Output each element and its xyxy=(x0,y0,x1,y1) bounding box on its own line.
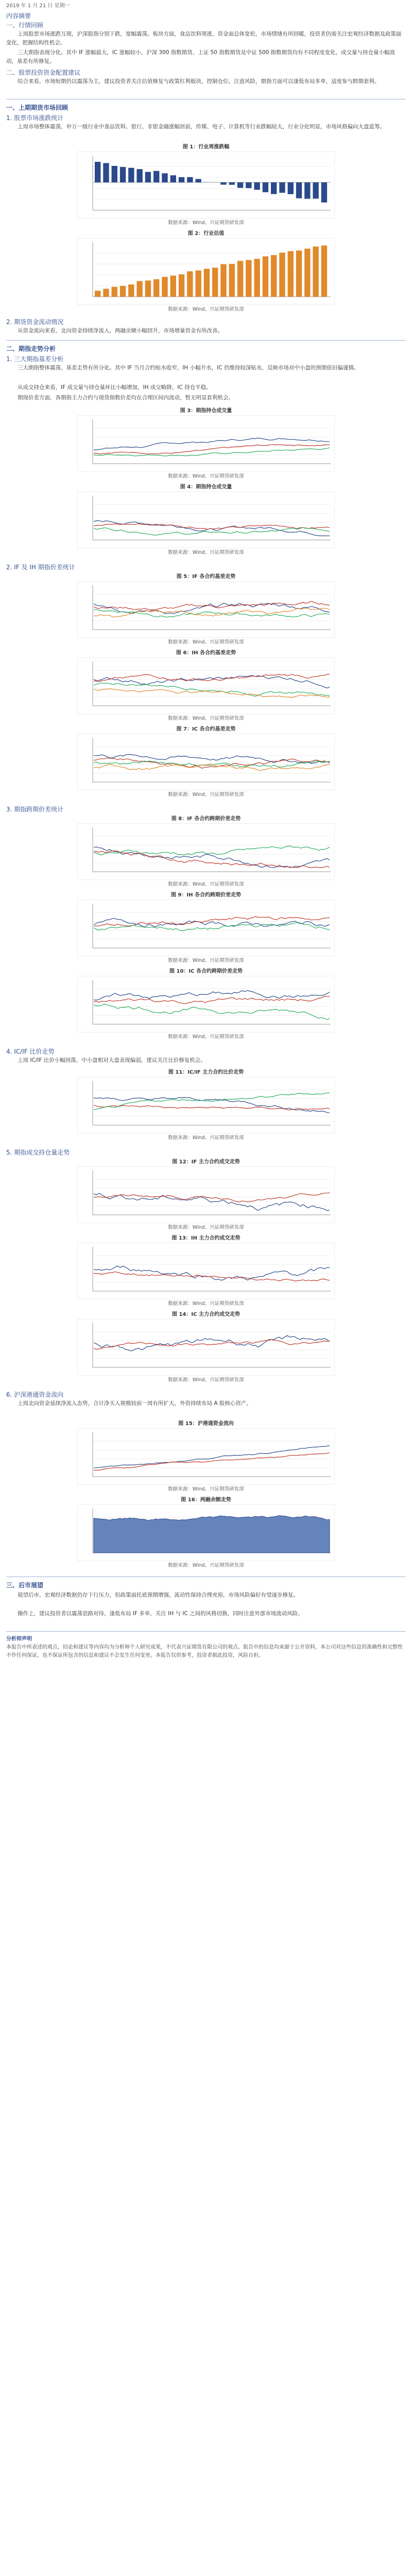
section-1-sub-1: 1. 股票市场涨跌统计 xyxy=(6,114,64,122)
figure-5-source: 数据来源：Wind、兴证期货研发部 xyxy=(168,639,244,645)
figure-1-title: 图 1：行业周涨跌幅 xyxy=(182,144,230,150)
figure-12 xyxy=(77,1166,335,1223)
figure-4-chart xyxy=(77,492,335,548)
bar xyxy=(288,251,294,297)
figure-11-chart xyxy=(77,1077,335,1133)
figure-13-chart xyxy=(77,1243,335,1299)
figure-1 xyxy=(77,151,335,218)
bar xyxy=(246,260,251,297)
section-1-para-1: 上周市场整体震荡，申万一级行业中食品饮料、银行、非银金融涨幅居前，传媒、电子、计算机等行业跌幅较大，行业分化明显，市场风格偏向大盘蓝筹。 xyxy=(18,124,385,130)
figure-12-source: 数据来源：Wind、兴证期货研发部 xyxy=(168,1225,244,1230)
figure-5-chart xyxy=(77,581,335,638)
toc-title: 内容摘要 xyxy=(6,12,31,20)
divider xyxy=(6,1631,406,1632)
figure-11 xyxy=(77,1077,335,1133)
figure-7-source: 数据来源：Wind、兴证期货研发部 xyxy=(168,792,244,798)
figure-13-source: 数据来源：Wind、兴证期货研发部 xyxy=(168,1301,244,1307)
bar xyxy=(95,291,100,297)
bar xyxy=(254,182,260,190)
section-2-sub-3: 3. 期指跨期价差统计 xyxy=(6,806,64,813)
bar xyxy=(271,182,277,194)
figure-14-title: 图 14：IC 主力合约成交走势 xyxy=(172,1312,240,1317)
disclaimer-text: 本报告中所表述的观点，结论和建议等内容均为分析师个人研究成果，不代表兴证期货有限公司的观点。报告中的信息均来源于公开资料，本公司对这些信息的准确性和完整性不作任何保证，也不保证所包含的信息和建议不会发生任何变更。本报告仅供参考，投资者据此投资，风险自担。 xyxy=(6,1645,403,1658)
bar xyxy=(187,272,193,297)
bar xyxy=(136,281,142,297)
figure-7-title: 图 7：IC 各合约基差走势 xyxy=(176,726,236,732)
summary-paragraph-3: 综合来看，市场短期仍以震荡为主，建议投资者关注估值修复与政策红利板块，控制仓位，注意风险，期指方面可以逢低布局多单，适度参与跨期套利。 xyxy=(18,78,380,84)
figure-4-source: 数据来源：Wind、兴证期货研发部 xyxy=(168,550,244,555)
figure-9-chart xyxy=(77,900,335,956)
bar xyxy=(145,280,151,297)
figure-8 xyxy=(77,823,335,880)
bar xyxy=(313,246,318,297)
figure-14 xyxy=(77,1319,335,1376)
bar xyxy=(120,167,126,182)
figure-7-chart xyxy=(77,734,335,790)
figure-10-chart xyxy=(77,976,335,1032)
section-3-title: 三、后市展望 xyxy=(6,1582,44,1589)
bar xyxy=(271,255,277,297)
figure-1-source: 数据来源：Wind、兴证期货研发部 xyxy=(168,220,244,226)
figure-7 xyxy=(77,734,335,790)
figure-16-source: 数据来源：Wind、兴证期货研发部 xyxy=(168,1563,244,1568)
figure-5 xyxy=(77,581,335,638)
figure-11-title: 图 11：IC/IF 主力合约比价走势 xyxy=(168,1070,244,1075)
bar xyxy=(304,182,310,199)
figure-2-title: 图 2：行业估值 xyxy=(187,231,225,236)
section-2-sub-5: 5. 期指成交持仓量走势 xyxy=(6,1149,70,1156)
disclaimer xyxy=(6,1635,406,1660)
section-2-para-3: 期现价差方面，各期指主力合约与现货指数价差均在合理区间内波动，暂无明显套利机会。 xyxy=(18,395,234,401)
figure-14-chart xyxy=(77,1319,335,1376)
figure-3-source: 数据来源：Wind、兴证期货研发部 xyxy=(168,473,244,479)
figure-3 xyxy=(77,415,335,472)
figure-8-source: 数据来源：Wind、兴证期货研发部 xyxy=(168,882,244,887)
figure-6 xyxy=(77,657,335,714)
figure-2-source: 数据来源：Wind、兴证期货研发部 xyxy=(168,307,244,312)
summary-subheading: 二、股票投资资金配置建议 xyxy=(6,69,81,76)
figure-2-chart xyxy=(77,238,335,305)
bar xyxy=(103,163,109,182)
date-text: 2019 年 1 月 21 日 xyxy=(6,3,53,9)
figure-16-title: 图 16：两融余额走势 xyxy=(181,1497,231,1503)
section-2-sub-1: 1. 三大期指基差分析 xyxy=(6,355,64,363)
bar xyxy=(237,182,243,188)
figure-6-source: 数据来源：Wind、兴证期货研发部 xyxy=(168,716,244,721)
bar xyxy=(103,289,109,297)
bar xyxy=(170,175,176,182)
bar xyxy=(279,182,285,193)
bar xyxy=(237,261,243,297)
figure-3-chart xyxy=(77,415,335,472)
bar xyxy=(220,182,226,184)
figure-13-title: 图 13：IH 主力合约成交走势 xyxy=(171,1235,241,1241)
figure-11-source: 数据来源：Wind、兴证期货研发部 xyxy=(168,1135,244,1141)
bar xyxy=(136,169,142,182)
figure-9 xyxy=(77,900,335,956)
bar xyxy=(153,171,159,182)
figure-15 xyxy=(77,1428,335,1485)
bar xyxy=(263,182,268,192)
figure-2 xyxy=(77,238,335,305)
bar xyxy=(304,249,310,297)
section-2-para-6: 上周北向资金延续净流入态势，合计净买入规模较前一周有所扩大，外资持续布局 A 股核心资产。 xyxy=(18,1400,252,1406)
bar xyxy=(179,177,184,182)
figure-6-chart xyxy=(77,657,335,714)
bar xyxy=(296,182,302,198)
bar xyxy=(220,264,226,297)
divider xyxy=(6,340,406,341)
bar xyxy=(313,182,318,199)
weekday-text: 星期一 xyxy=(54,3,70,9)
bar xyxy=(246,182,251,188)
bar xyxy=(296,250,302,297)
summary-paragraph-1: 上周股票市场涨跌互现，沪深股指分别下跌，宽幅震荡。板块方面，食品饮料领涨，资金面总体宽松，市场情绪有所回暖，投资者仍需关注宏观经济数据及政策面变化，把握结构性机会。 xyxy=(6,31,402,46)
figure-10-source: 数据来源：Wind、兴证期货研发部 xyxy=(168,1034,244,1040)
bar xyxy=(153,279,159,297)
figure-4-title: 图 4：期指持仓成交量 xyxy=(180,484,232,490)
figure-3-title: 图 3：期指持仓成交量 xyxy=(180,408,232,414)
section-1-sub-2: 2. 期货资金流动情况 xyxy=(6,318,64,326)
disclaimer-title: 分析师声明 xyxy=(6,1636,32,1642)
section-2-sub-6: 6. 沪深港通资金流向 xyxy=(6,1391,64,1398)
section-2-para-1: 三大期指整体震荡，基差走势有所分化。其中 IF 当月合约贴水收窄，IH 小幅升水，IC 仍维持较深贴水，反映市场对中小盘的预期依旧偏谨慎。 xyxy=(18,365,359,371)
figure-9-source: 数据来源：Wind、兴证期货研发部 xyxy=(168,958,244,963)
bar xyxy=(229,264,235,297)
toc-item-1: 一、行情回顾 xyxy=(6,22,44,29)
bar xyxy=(112,287,117,297)
figure-6-title: 图 6：IH 各合约基差走势 xyxy=(176,650,236,656)
summary-paragraph-2: 三大期指表现分化。其中 IF 涨幅最大，IC 涨幅较小，沪深 300 指数期货、上证 50 指数期货及中证 500 指数期货均有不同程度变化，成交量与持仓量小幅波动，基差有所修复。 xyxy=(6,49,396,64)
figure-1-chart xyxy=(77,151,335,218)
bar xyxy=(321,246,327,297)
figure-15-chart xyxy=(77,1428,335,1485)
section-3-para-1: 展望后市，宏观经济数据仍存下行压力，但政策面托底预期增强，流动性保持合理充裕，市场风险偏好有望逐步修复。 xyxy=(18,1592,299,1598)
bar xyxy=(145,172,151,182)
bar xyxy=(162,277,167,297)
figure-5-title: 图 5：IF 各合约基差走势 xyxy=(176,574,236,580)
section-1-para-2: 从资金流向来看，北向资金持续净流入，两融余额小幅回升，市场增量资金有所改善。 xyxy=(18,328,223,334)
bar xyxy=(263,257,268,297)
area-series xyxy=(94,1516,330,1553)
bar xyxy=(195,179,201,182)
bar xyxy=(321,182,327,202)
bar xyxy=(112,166,117,182)
figure-10-title: 图 10：IC 各合约跨期价差走势 xyxy=(169,969,243,974)
figure-9-title: 图 9：IH 各合约跨期价差走势 xyxy=(170,892,241,898)
figure-15-title: 图 15：沪港通资金流向 xyxy=(178,1421,234,1427)
bar xyxy=(179,274,184,297)
bar xyxy=(229,182,235,185)
section-3-para-2: 操作上，建议投资者以震荡思路对待，逢低布局 IF 多单，关注 IH 与 IC 之间的风格切换，同时注意外部市场波动风险。 xyxy=(18,1611,303,1617)
figure-10 xyxy=(77,976,335,1032)
bar xyxy=(254,259,260,297)
bar xyxy=(187,177,193,182)
figure-16-chart xyxy=(77,1504,335,1561)
figure-14-source: 数据来源：Wind、兴证期货研发部 xyxy=(168,1377,244,1383)
section-2-sub-2: 2. IF 及 IH 期指价差统计 xyxy=(6,564,75,571)
bar xyxy=(120,286,126,297)
figure-4 xyxy=(77,492,335,548)
bar xyxy=(170,276,176,297)
section-2-para-4: 上周 IC/IF 比价小幅回落，中小盘相对大盘表现偏弱，建议关注比价修复机会。 xyxy=(18,1057,206,1063)
bar xyxy=(195,270,201,297)
figure-12-chart xyxy=(77,1166,335,1223)
bar xyxy=(288,182,294,194)
bar xyxy=(128,284,134,297)
figure-13 xyxy=(77,1243,335,1299)
figure-15-source: 数据来源：Wind、兴证期货研发部 xyxy=(168,1486,244,1492)
report-date xyxy=(6,2,70,10)
bar xyxy=(212,267,218,297)
figure-8-title: 图 8：IF 各合约跨期价差走势 xyxy=(171,816,241,822)
section-1-title: 一、上期期货市场回顾 xyxy=(6,104,68,111)
section-2-sub-4: 4. IC/IF 比价走势 xyxy=(6,1048,55,1055)
bar xyxy=(204,269,210,297)
figure-16 xyxy=(77,1504,335,1561)
figure-8-chart xyxy=(77,823,335,880)
bar xyxy=(162,173,167,182)
bar xyxy=(128,168,134,182)
bar xyxy=(279,252,285,297)
bar xyxy=(95,162,100,182)
section-2-title: 二、期指走势分析 xyxy=(6,345,56,352)
section-2-para-2: 从成交持仓来看，IF 成交量与持仓量环比小幅增加，IH 成交略降，IC 持仓平稳。 xyxy=(18,384,212,391)
figure-12-title: 图 12：IF 主力合约成交走势 xyxy=(172,1159,240,1165)
